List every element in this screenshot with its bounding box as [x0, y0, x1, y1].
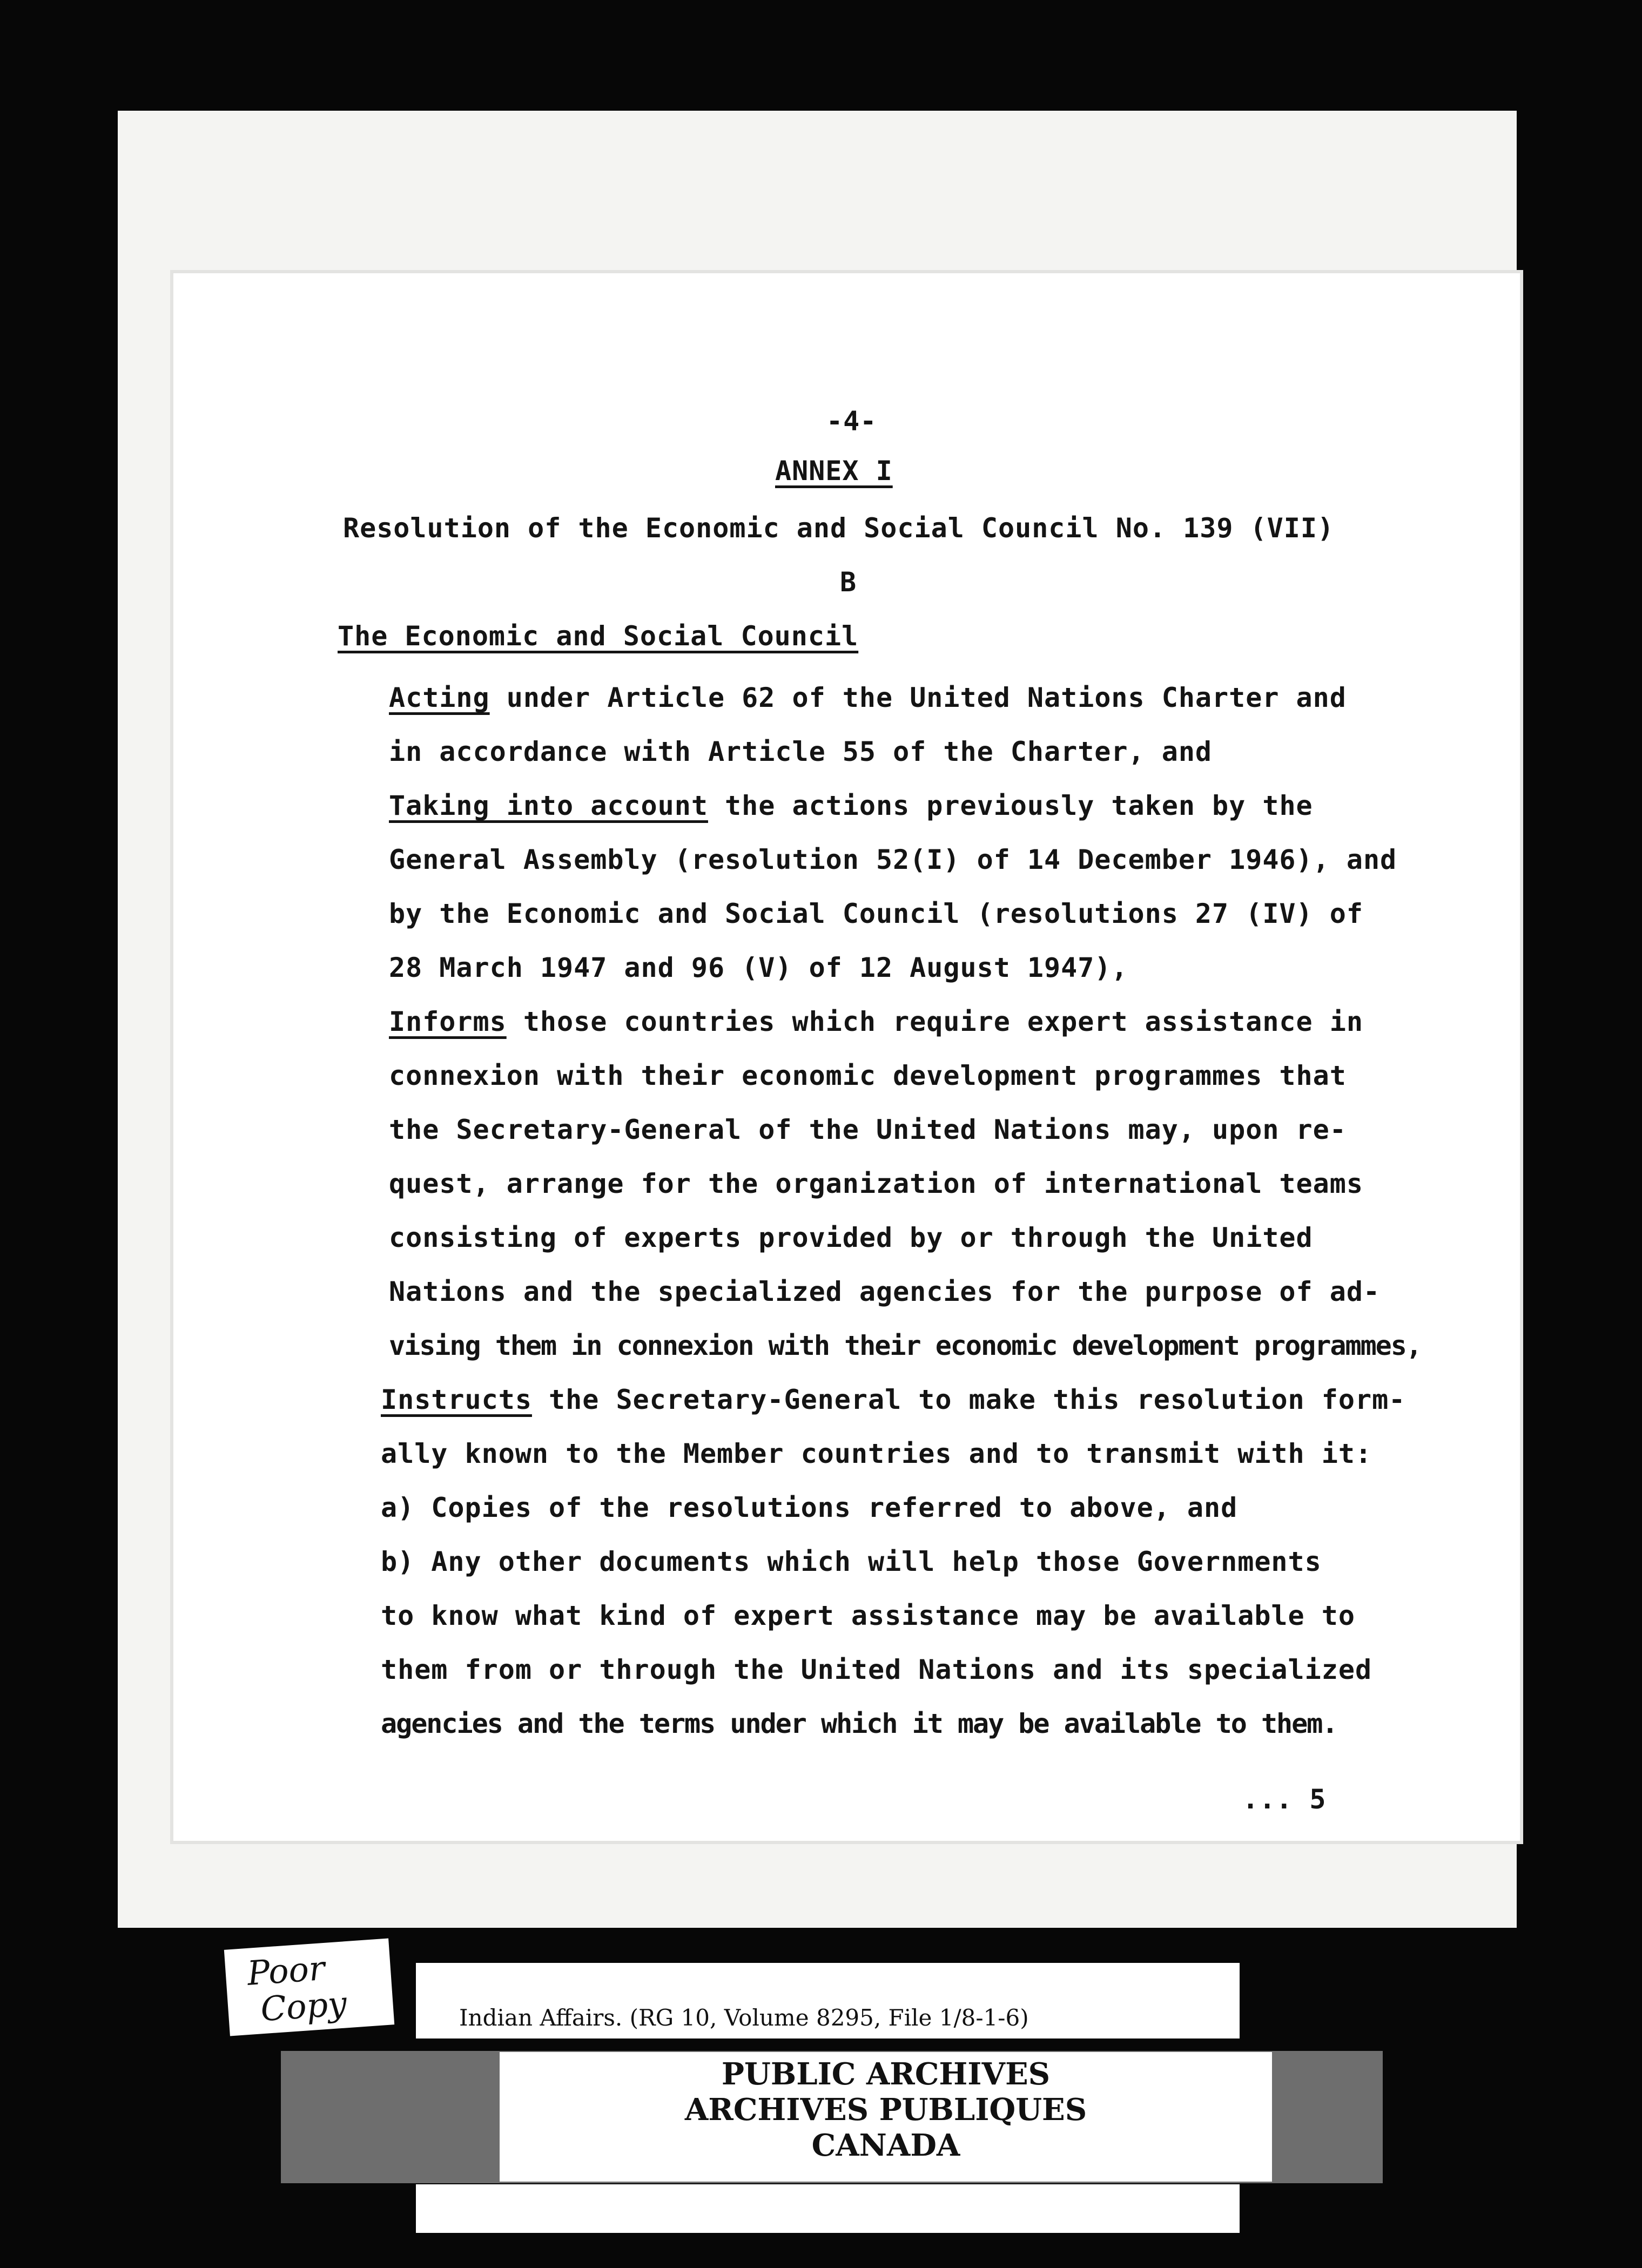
paragraph-instructs-line-2: ally known to the Member countries and to transmit with it:	[381, 1438, 1372, 1469]
paragraph-instructs-line-5: to know what kind of expert assistance may be available to	[381, 1600, 1355, 1631]
paragraph-text: the actions previously taken by the	[708, 790, 1313, 821]
paragraph-lead: Instructs	[381, 1384, 532, 1415]
continuation-marker: ... 5	[1242, 1784, 1327, 1815]
paragraph-taking-line-2: General Assembly (resolution 52(I) of 14 December 1946), and	[389, 844, 1397, 875]
paragraph-informs-line-2: connexion with their economic development programmes that	[389, 1060, 1347, 1091]
paragraph-informs-line-3: the Secretary-General of the United Nations may, upon re-	[389, 1114, 1347, 1145]
paragraph-lead: Acting	[389, 682, 490, 713]
paragraph-instructs-line-3: a) Copies of the resolutions referred to above, and	[381, 1492, 1238, 1523]
paragraph-acting-line-2: in accordance with Article 55 of the Charter, and	[389, 736, 1213, 767]
paragraph-acting-line-1	[389, 681, 1347, 714]
resolution-title: Resolution of the Economic and Social Council No. 139 (VII)	[343, 512, 1335, 544]
archive-stamp-line-1: PUBLIC ARCHIVES	[721, 2056, 1051, 2092]
page-number: -4-	[826, 406, 877, 437]
poor-copy-line-2: Copy	[259, 1983, 348, 2029]
paragraph-lead: Informs	[389, 1006, 507, 1037]
paragraph-instructs-line-7: agencies and the terms under which it may be available to them.	[381, 1708, 1337, 1739]
archive-stamp-line-2: ARCHIVES PUBLIQUES	[684, 2092, 1087, 2128]
paragraph-informs-line-4: quest, arrange for the organization of international teams	[389, 1168, 1363, 1199]
paragraph-text: under Article 62 of the United Nations Charter and	[489, 682, 1347, 713]
annex-title: ANNEX I	[775, 455, 893, 487]
section-letter: B	[840, 566, 857, 598]
bottom-strip	[416, 2184, 1240, 2233]
council-heading: The Economic and Social Council	[338, 620, 859, 652]
paragraph-instructs-line-6: them from or through the United Nations and its specialized	[381, 1654, 1372, 1685]
file-reference: Indian Affairs. (RG 10, Volume 8295, File 1/8-1-6)	[459, 2004, 1029, 2031]
paragraph-text: the Secretary-General to make this resolution form-	[531, 1384, 1406, 1415]
paragraph-taking-line-1	[389, 789, 1313, 822]
paragraph-informs-line-5: consisting of experts provided by or through the United	[389, 1222, 1313, 1253]
poor-copy-note	[224, 1939, 394, 2036]
paragraph-lead: Taking into account	[389, 790, 708, 821]
paragraph-instructs-line-4: b) Any other documents which will help those Governments	[381, 1546, 1322, 1577]
paragraph-informs-line-1	[389, 1005, 1363, 1038]
paragraph-taking-line-4: 28 March 1947 and 96 (V) of 12 August 1947),	[389, 952, 1128, 983]
paragraph-instructs-line-1	[381, 1383, 1405, 1416]
paragraph-taking-line-3: by the Economic and Social Council (resolutions 27 (IV) of	[389, 898, 1363, 929]
paragraph-text: those countries which require expert assistance in	[506, 1006, 1363, 1037]
paragraph-informs-line-6: Nations and the specialized agencies for the purpose of ad-	[389, 1276, 1381, 1307]
archive-stamp-line-3: CANADA	[811, 2128, 960, 2163]
poor-copy-line-1: Poor	[246, 1948, 326, 1993]
paragraph-informs-line-7: vising them in connexion with their economic development programmes,	[389, 1330, 1421, 1361]
